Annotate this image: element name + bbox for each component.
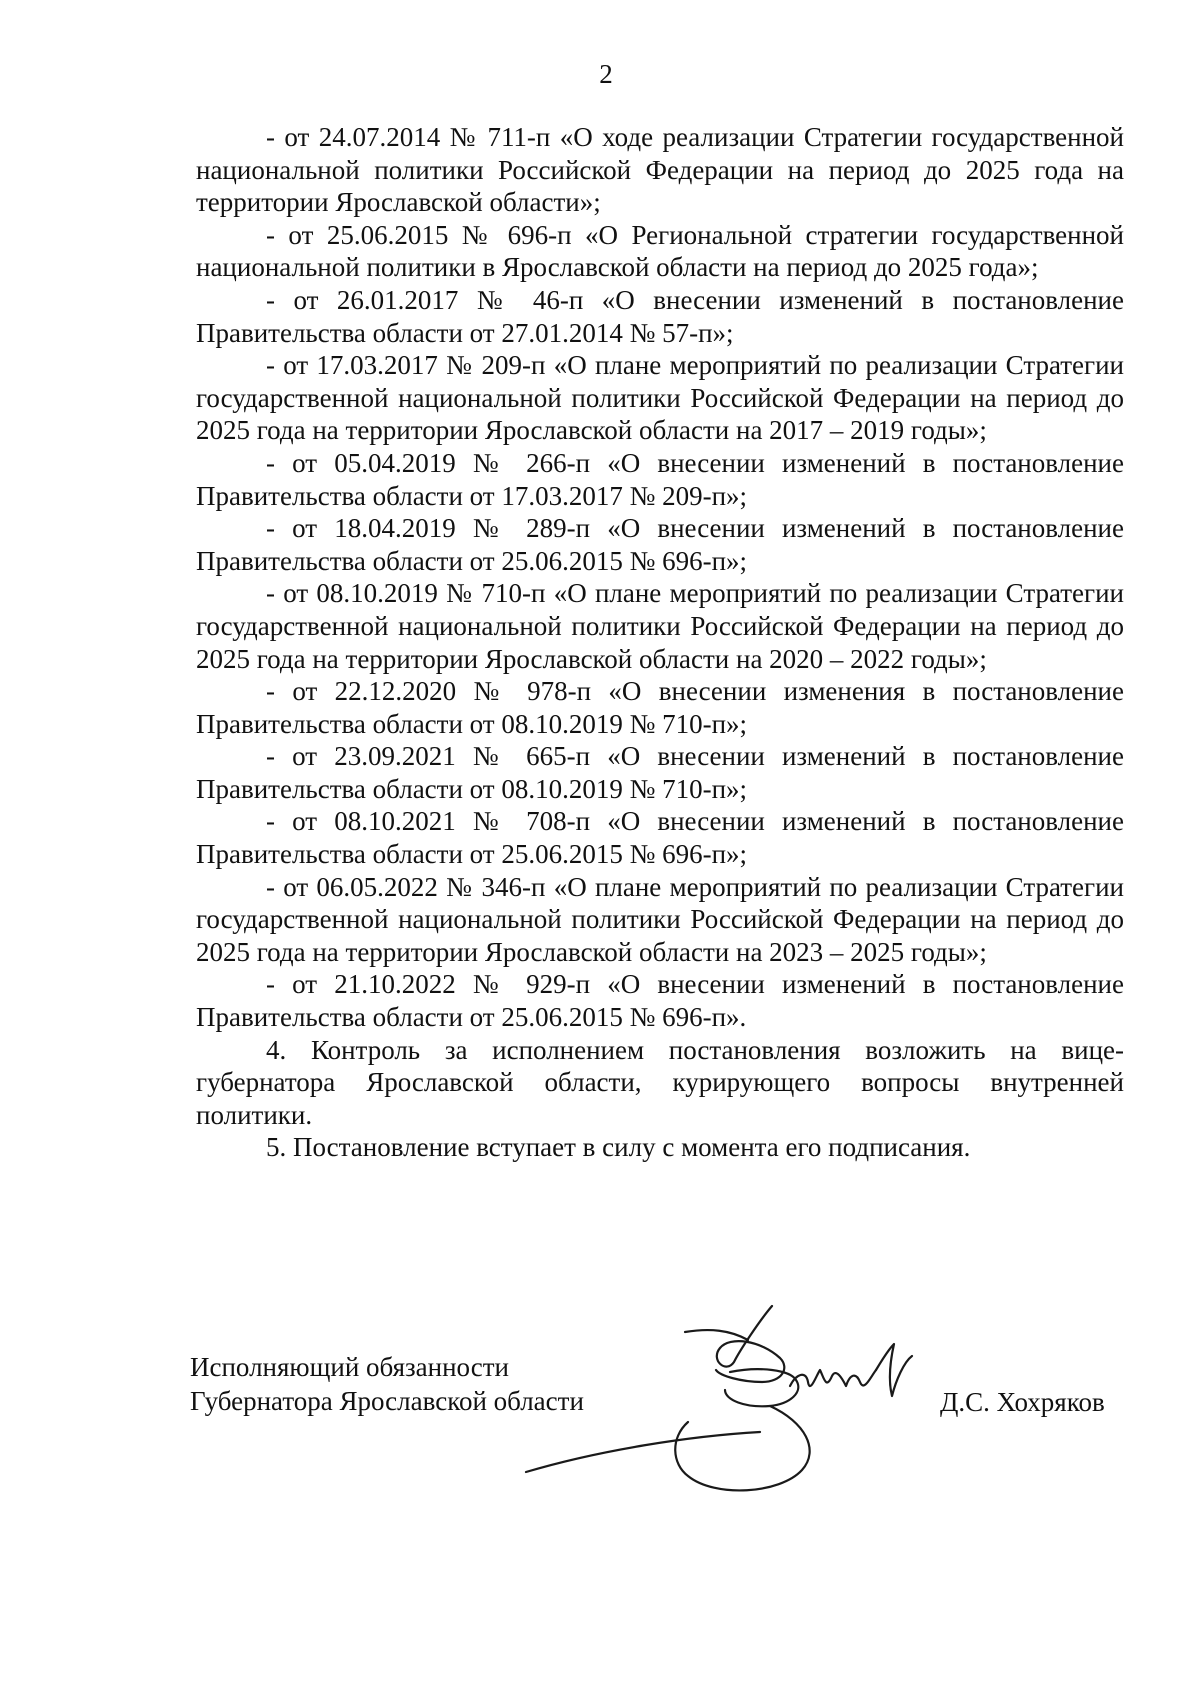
list-item: - от 08.10.2019 № 710-п «О плане мероприятий по реализации Стратегии государственной национальной политики Российской Федерации на период до 2025 года на территории Ярославской области на 2020 – 2022 годы»; bbox=[196, 578, 1124, 674]
list-item: - от 05.04.2019 № 266-п «О внесении изменений в постановление Правительства области от 17.03.2017 № 209-п»; bbox=[196, 447, 1124, 511]
signatory-title-line: Исполняющий обязанности bbox=[190, 1352, 509, 1382]
list-item: - от 24.07.2014 № 711-п «О ходе реализации Стратегии государственной национальной политики Российской Федерации на период до 2025 года на территории Ярославской области»; bbox=[196, 122, 1124, 218]
list-item: - от 18.04.2019 № 289-п «О внесении изменений в постановление Правительства области от 25.06.2015 № 696-п»; bbox=[196, 513, 1124, 576]
list-item: - от 26.01.2017 № 46-п «О внесении изменений в постановление Правительства области от 27.01.2014 № 57-п»; bbox=[196, 284, 1124, 348]
list-item: - от 17.03.2017 № 209-п «О плане мероприятий по реализации Стратегии государственной национальной политики Российской Федерации на период до 2025 года на территории Ярославской области на 2017 – 2019 годы»; bbox=[196, 350, 1124, 446]
signatory-name: Д.С. Хохряков bbox=[940, 1387, 1105, 1417]
effective-clause: 5. Постановление вступает в силу с момента его подписания. bbox=[266, 1132, 971, 1163]
list-item: - от 21.10.2022 № 929-п «О внесении изменений в постановление Правительства области от 25.06.2015 № 696-п». bbox=[196, 969, 1124, 1033]
page-number: 2 bbox=[599, 59, 613, 89]
list-item: - от 22.12.2020 № 978-п «О внесении изменения в постановление Правительства области от 08.10.2019 № 710-п»; bbox=[196, 676, 1124, 739]
list-item: - от 25.06.2015 № 696-п «О Региональной стратегии государственной национальной политики в Ярославской области на период до 2025 года»; bbox=[196, 219, 1124, 283]
list-item: - от 08.10.2021 № 708-п «О внесении изменений в постановление Правительства области от 25.06.2015 № 696-п»; bbox=[196, 806, 1124, 870]
list-item: - от 23.09.2021 № 665-п «О внесении изменений в постановление Правительства области от 08.10.2019 № 710-п»; bbox=[196, 741, 1124, 804]
handwritten-signature bbox=[520, 1300, 960, 1500]
signatory-title-line: Губернатора Ярославской области bbox=[190, 1386, 584, 1416]
list-item: - от 06.05.2022 № 346-п «О плане мероприятий по реализации Стратегии государственной национальной политики Российской Федерации на период до 2025 года на территории Ярославской области на 2023 – 2025 годы»; bbox=[196, 871, 1124, 967]
control-clause: 4. Контроль за исполнением постановления возложить на вице-губернатора Ярославской области, курирующего вопросы внутренней политики. bbox=[196, 1034, 1124, 1130]
